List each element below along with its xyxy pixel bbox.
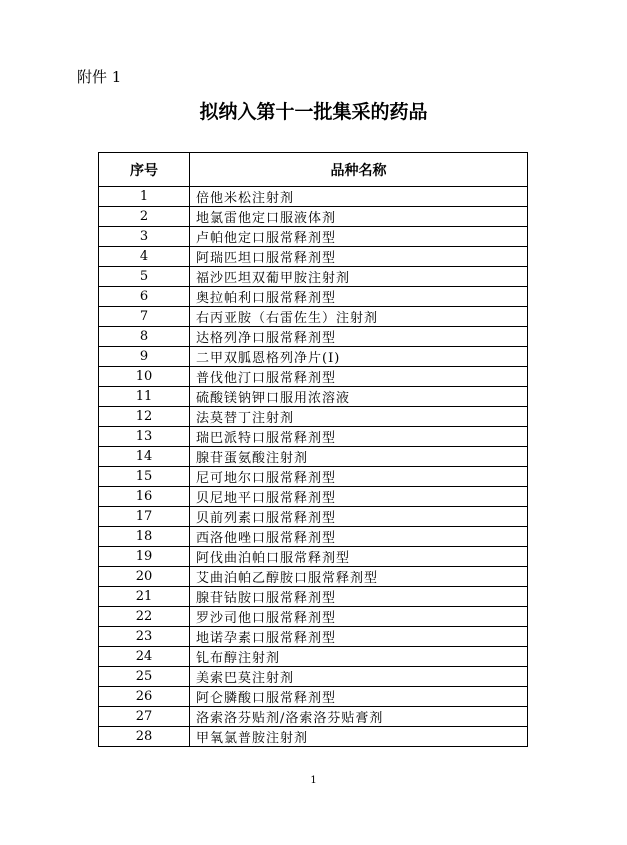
table-row bbox=[99, 327, 528, 347]
table-row bbox=[99, 687, 528, 707]
drug-name: 尼可地尔口服常释剂型 bbox=[190, 467, 528, 487]
table-row bbox=[99, 547, 528, 567]
table-row bbox=[99, 387, 528, 407]
table-row bbox=[99, 727, 528, 747]
page-title: 拟纳入第十一批集采的药品 bbox=[199, 101, 428, 123]
row-number: 4 bbox=[99, 247, 190, 267]
drug-name: 福沙匹坦双葡甲胺注射剂 bbox=[190, 267, 528, 287]
drug-name: 贝尼地平口服常释剂型 bbox=[190, 487, 528, 507]
row-number: 18 bbox=[99, 527, 190, 547]
drug-name: 达格列净口服常释剂型 bbox=[190, 327, 528, 347]
table-row bbox=[99, 667, 528, 687]
row-number: 2 bbox=[99, 207, 190, 227]
drug-name: 瑞巴派特口服常释剂型 bbox=[190, 427, 528, 447]
row-number: 6 bbox=[99, 287, 190, 307]
table-row bbox=[99, 647, 528, 667]
row-number: 16 bbox=[99, 487, 190, 507]
row-number: 24 bbox=[99, 647, 190, 667]
table-row bbox=[99, 447, 528, 467]
drug-name: 阿瑞匹坦口服常释剂型 bbox=[190, 247, 528, 267]
table-row bbox=[99, 267, 528, 287]
table-row bbox=[99, 407, 528, 427]
table-row bbox=[99, 187, 528, 207]
row-number: 14 bbox=[99, 447, 190, 467]
table-row bbox=[99, 587, 528, 607]
row-number: 21 bbox=[99, 587, 190, 607]
row-number: 12 bbox=[99, 407, 190, 427]
drug-name: 法莫替丁注射剂 bbox=[190, 407, 528, 427]
table-row bbox=[99, 487, 528, 507]
drug-name: 美索巴莫注射剂 bbox=[190, 667, 528, 687]
table-row bbox=[99, 347, 528, 367]
drug-name: 二甲双胍恩格列净片(I) bbox=[190, 347, 528, 367]
row-number: 19 bbox=[99, 547, 190, 567]
table-row bbox=[99, 307, 528, 327]
row-number: 1 bbox=[99, 187, 190, 207]
table-row bbox=[99, 287, 528, 307]
drug-name: 奥拉帕利口服常释剂型 bbox=[190, 287, 528, 307]
drug-name: 贝前列素口服常释剂型 bbox=[190, 507, 528, 527]
row-number: 22 bbox=[99, 607, 190, 627]
row-number: 5 bbox=[99, 267, 190, 287]
row-number: 17 bbox=[99, 507, 190, 527]
drug-name: 洛索洛芬贴剂/洛索洛芬贴膏剂 bbox=[190, 707, 528, 727]
row-number: 13 bbox=[99, 427, 190, 447]
row-number: 7 bbox=[99, 307, 190, 327]
drug-name: 钆布醇注射剂 bbox=[190, 647, 528, 667]
table-body bbox=[99, 187, 528, 747]
row-number: 20 bbox=[99, 567, 190, 587]
drug-name: 普伐他汀口服常释剂型 bbox=[190, 367, 528, 387]
table-row bbox=[99, 367, 528, 387]
row-number: 9 bbox=[99, 347, 190, 367]
row-number: 8 bbox=[99, 327, 190, 347]
drug-name: 右丙亚胺（右雷佐生）注射剂 bbox=[190, 307, 528, 327]
drug-name: 硫酸镁钠钾口服用浓溶液 bbox=[190, 387, 528, 407]
drug-name: 地氯雷他定口服液体剂 bbox=[190, 207, 528, 227]
table-row bbox=[99, 467, 528, 487]
drug-table bbox=[98, 152, 528, 747]
row-number: 3 bbox=[99, 227, 190, 247]
table-row bbox=[99, 707, 528, 727]
drug-name: 阿仑膦酸口服常释剂型 bbox=[190, 687, 528, 707]
table-row bbox=[99, 507, 528, 527]
drug-name: 倍他米松注射剂 bbox=[190, 187, 528, 207]
row-number: 23 bbox=[99, 627, 190, 647]
page-number: 1 bbox=[310, 775, 317, 786]
drug-name: 腺苷钴胺口服常释剂型 bbox=[190, 587, 528, 607]
table-row bbox=[99, 207, 528, 227]
drug-name: 西洛他唑口服常释剂型 bbox=[190, 527, 528, 547]
table-row bbox=[99, 247, 528, 267]
row-number: 11 bbox=[99, 387, 190, 407]
row-number: 15 bbox=[99, 467, 190, 487]
drug-name: 腺苷蛋氨酸注射剂 bbox=[190, 447, 528, 467]
drug-name: 艾曲泊帕乙醇胺口服常释剂型 bbox=[190, 567, 528, 587]
row-number: 27 bbox=[99, 707, 190, 727]
table-row bbox=[99, 427, 528, 447]
header-serial-number: 序号 bbox=[99, 153, 190, 187]
drug-name: 罗沙司他口服常释剂型 bbox=[190, 607, 528, 627]
attachment-label: 附件 1 bbox=[77, 68, 122, 86]
header-drug-name: 品种名称 bbox=[190, 153, 528, 187]
table-row bbox=[99, 607, 528, 627]
table-row bbox=[99, 227, 528, 247]
table-row bbox=[99, 567, 528, 587]
row-number: 10 bbox=[99, 367, 190, 387]
row-number: 28 bbox=[99, 727, 190, 747]
table-row bbox=[99, 627, 528, 647]
drug-name: 地诺孕素口服常释剂型 bbox=[190, 627, 528, 647]
table-header-row bbox=[99, 153, 528, 187]
row-number: 26 bbox=[99, 687, 190, 707]
table-row bbox=[99, 527, 528, 547]
drug-name: 甲氧氯普胺注射剂 bbox=[190, 727, 528, 747]
drug-name: 卢帕他定口服常释剂型 bbox=[190, 227, 528, 247]
row-number: 25 bbox=[99, 667, 190, 687]
drug-name: 阿伐曲泊帕口服常释剂型 bbox=[190, 547, 528, 567]
